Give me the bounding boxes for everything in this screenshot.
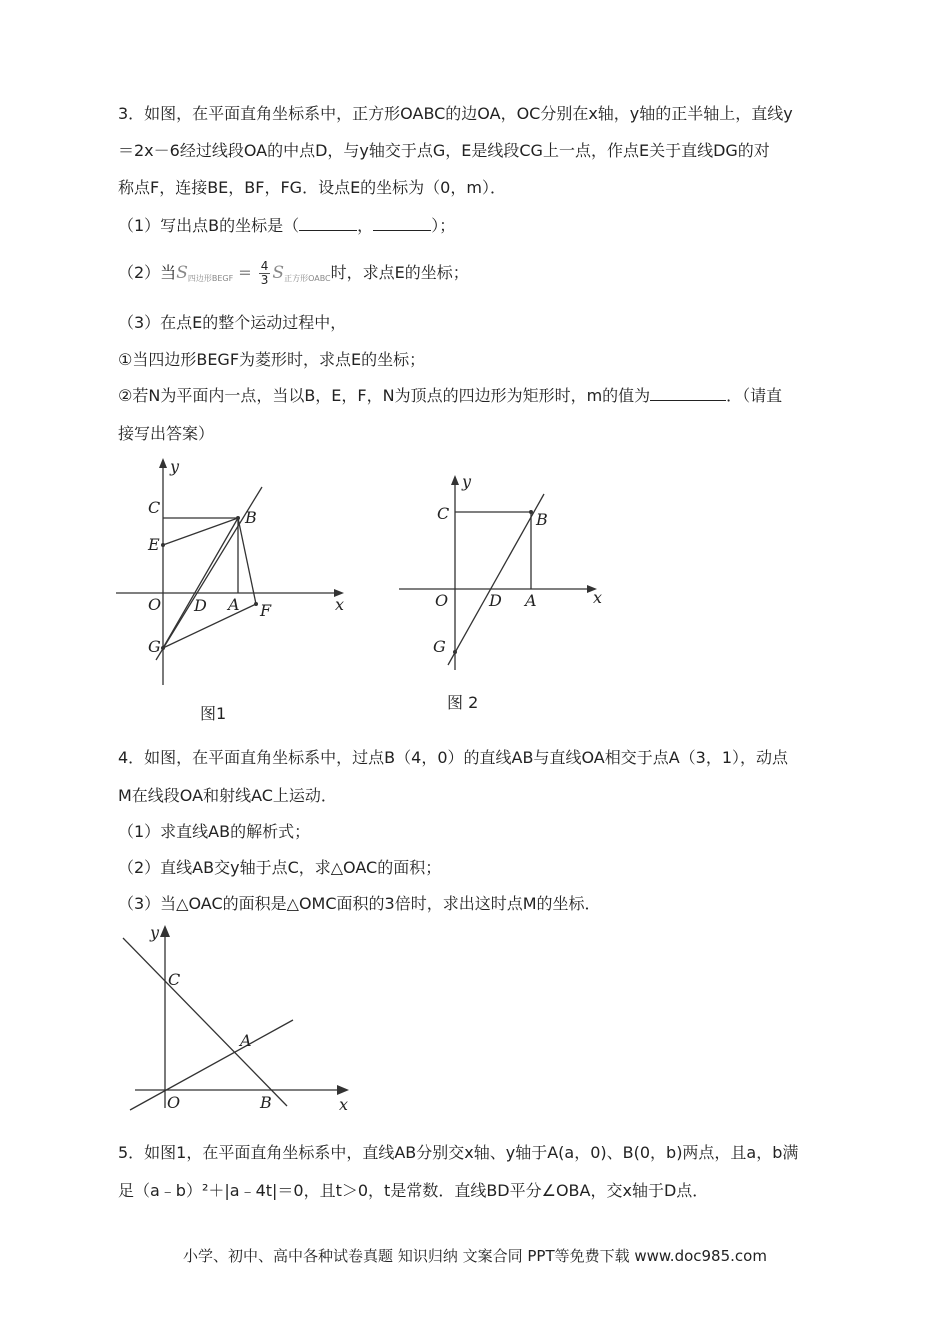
label-d: D (194, 596, 207, 615)
fraction-numerator: 4 (260, 259, 269, 273)
equals-sign: = (238, 263, 252, 282)
label-g: G (433, 637, 446, 656)
label-a: A (525, 591, 537, 610)
fraction (259, 260, 271, 287)
label-b: B (245, 508, 257, 527)
label-x: x (593, 588, 603, 607)
q3-part-3-ii-text-b: ．（请直 (726, 386, 783, 405)
label-y: y (462, 472, 472, 491)
label-x: x (335, 595, 345, 614)
label-g: G (148, 637, 161, 656)
q4-line-2: M在线段OA和射线AC上运动． (118, 786, 337, 805)
q3-part-3-ii (118, 386, 782, 406)
q3-part-2-text-a: （2）当 (118, 263, 177, 282)
label-o: O (435, 591, 449, 610)
q4-part-3: （3）当△OAC的面积是△OMC面积的3倍时，求出这时点M的坐标． (118, 894, 601, 913)
q3-part-1 (118, 216, 455, 236)
area-subscript: 正方形OABC (284, 274, 331, 283)
point-b (236, 516, 240, 520)
label-y: y (150, 923, 160, 942)
q5-line-2: 足（a﹣b）²＋|a﹣4t|＝0，且t＞0，t是常数．直线BD平分∠OBA，交x轴于D点． (118, 1181, 709, 1200)
label-a: A (228, 595, 240, 614)
fraction-denominator: 3 (260, 273, 269, 287)
line-dg (448, 494, 544, 665)
label-c: C (148, 498, 161, 517)
figure-1-caption: 图1 (200, 704, 227, 723)
label-d: D (489, 591, 502, 610)
q3-part-3-i: ①当四边形BEGF为菱形时，求点E的坐标； (118, 350, 426, 369)
point-g (453, 650, 457, 654)
q3-part-1-sep: ， (357, 216, 374, 235)
label-x: x (339, 1095, 349, 1114)
q3-part-2 (118, 258, 469, 288)
q3-part-3: （3）在点E的整个运动过程中， (118, 313, 347, 332)
y-axis-arrow-icon (159, 458, 167, 468)
area-symbol: S (272, 263, 285, 283)
x-axis-arrow-icon (337, 1085, 349, 1095)
q3-part-3-ii-text-a: ②若N为平面内一点，当以B，E，F，N为顶点的四边形为矩形时，m的值为 (118, 386, 651, 405)
label-e: E (148, 535, 160, 554)
page-footer: 小学、初中、高中各种试卷真题 知识归纳 文案合同 PPT等免费下载 www.doc985.com (183, 1247, 767, 1265)
label-o: O (148, 595, 162, 614)
label-f: F (260, 601, 272, 620)
label-o: O (167, 1093, 181, 1112)
q3-line-1: 3．如图，在平面直角坐标系中，正方形OABC的边OA，OC分别在x轴，y轴的正半轴上，直线y (118, 104, 793, 123)
answer-blank (650, 386, 726, 401)
label-c: C (168, 970, 181, 989)
answer-blank (299, 216, 357, 231)
segment-bf (238, 518, 256, 604)
answer-blank (373, 216, 431, 231)
q3-line-3: 称点F，连接BE，BF，FG．设点E的坐标为（0，m）． (118, 178, 506, 197)
q4-line-1: 4．如图，在平面直角坐标系中，过点B（4，0）的直线AB与直线OA相交于点A（3，1），动点 (118, 748, 789, 767)
q5-line-1: 5．如图1，在平面直角坐标系中，直线AB分别交x轴、y轴于A(a，0)、B(0，b)两点，且a，b满 (118, 1143, 799, 1162)
q4-part-2: （2）直线AB交y轴于点C，求△OAC的面积； (118, 858, 442, 877)
label-c: C (437, 504, 450, 523)
label-b: B (536, 510, 548, 529)
point-f (254, 602, 258, 606)
label-y: y (170, 457, 180, 476)
label-a: A (240, 1031, 252, 1050)
segment-bg (163, 518, 238, 648)
figure-2-caption: 图 2 (447, 693, 479, 712)
area-symbol: S (176, 263, 188, 283)
y-axis-arrow-icon (160, 925, 170, 937)
line-ab (123, 938, 287, 1106)
q3-part-1-text-b: ）； (431, 216, 456, 235)
segment-be (163, 518, 238, 545)
figure-q4 (115, 920, 365, 1120)
label-b: B (260, 1093, 272, 1112)
q3-part-1-text-a: （1）写出点B的坐标是（ (118, 216, 300, 235)
q3-line-2: ＝2x－6经过线段OA的中点D，与y轴交于点G，E是线段CG上一点，作点E关于直线DG的对 (118, 141, 770, 160)
q3-part-3-ii-cont: 接写出答案） (118, 424, 215, 443)
figure-2 (393, 470, 618, 720)
area-subscript: 四边形BEGF (187, 274, 234, 283)
point-b (529, 510, 533, 514)
point-e (161, 543, 165, 547)
figure-1 (110, 455, 360, 725)
y-axis-arrow-icon (451, 475, 459, 485)
q3-part-2-text-b: 时，求点E的坐标； (330, 263, 469, 282)
point-g (161, 646, 165, 650)
q4-part-1: （1）求直线AB的解析式； (118, 822, 311, 841)
